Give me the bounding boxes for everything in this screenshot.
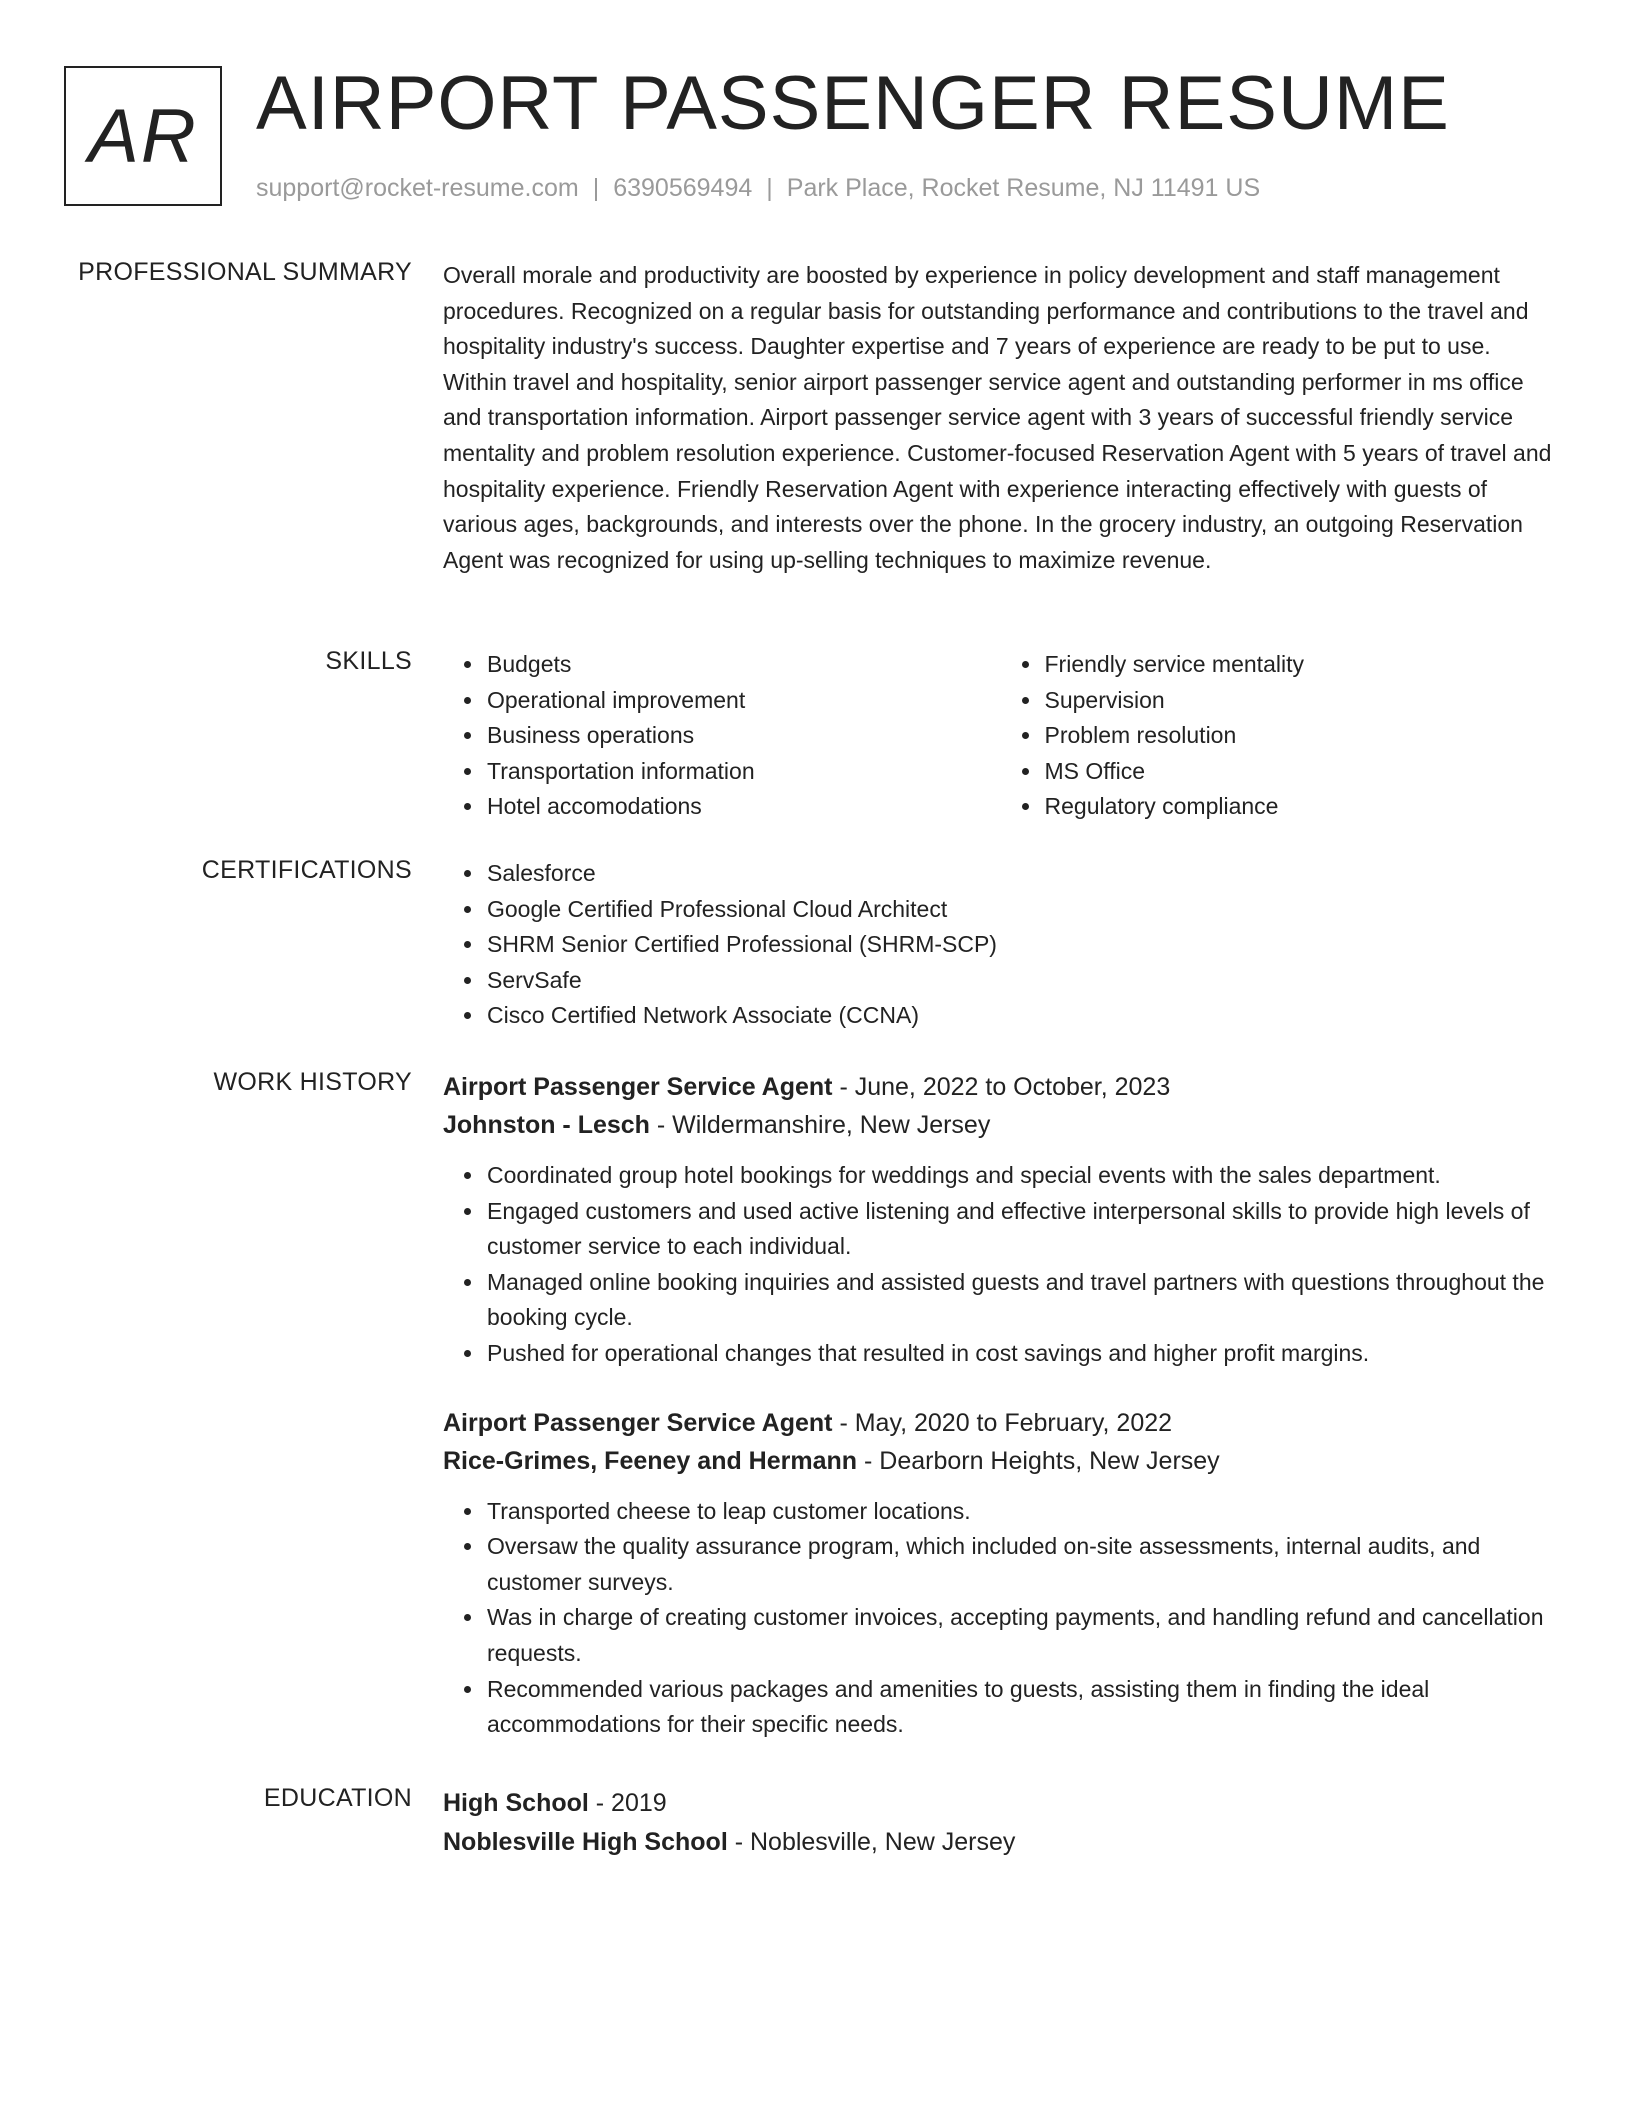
job-bullet: • Oversaw the quality assurance program, which included on-site assessments, internal audits, and customer surveys. [485,1529,1558,1600]
skill-item: • Business operations [485,718,1001,754]
certifications-content [443,856,1558,1034]
certification-item: • ServSafe [485,963,1558,999]
education-content [443,1784,1558,1862]
education-location: - Noblesville, New Jersey [727,1828,1016,1856]
skill-item: • Regulatory compliance [1043,789,1559,825]
certification-item: • Cisco Certified Network Associate (CCNA) [485,998,1558,1034]
education-label: EDUCATION [263,1784,412,1812]
skill-item: • MS Office [1043,754,1559,790]
certification-item: • Salesforce [485,856,1558,892]
education-school-line [443,1823,1558,1862]
job-heading [443,1404,1558,1442]
summary-label: PROFESSIONAL SUMMARY [78,258,412,286]
resume-header [64,61,1564,211]
education-year: - 2019 [588,1789,667,1817]
skill-item: • Budgets [485,647,1001,683]
contact-separator: | [592,174,600,202]
education-school: Noblesville High School [443,1828,728,1856]
job-entry [443,1068,1558,1372]
job-bullet: • Coordinated group hotel bookings for weddings and special events with the sales department. [485,1158,1558,1194]
job-bullet: • Recommended various packages and amenities to guests, assisting them in finding the ideal accommodations for their specific needs. [485,1672,1558,1743]
job-bullets [443,1158,1558,1372]
job-dates: - May, 2020 to February, 2022 [832,1408,1173,1437]
education-degree: High School [443,1789,589,1817]
summary-text: Overall morale and productivity are boosted by experience in policy development and staff management procedures. Recognized on a regular basis for outstanding performance and contributions to the travel and hospitality industry's success. Daughter expertise and 7 years of experience are ready to be put to use. Within travel and hospitality, senior airport passenger service agent and outstanding performer in ms office and transportation information. Airport passenger service agent with 3 years of successful friendly service mentality and problem resolution experience. Customer-focused Reservation Agent with 5 years of travel and hospitality experience. Friendly Reservation Agent with experience interacting effectively with guests of various ages, backgrounds, and interests over the phone. In the grocery industry, an outgoing Reservation Agent was recognized for using up-selling techniques to maximize revenue. [443,262,1552,573]
skills-list-right [1001,647,1559,825]
skills-content [443,647,1558,825]
skills-list-left [443,647,1001,825]
resume-title: AIRPORT PASSENGER RESUME [256,61,1450,146]
job-bullet: • Managed online booking inquiries and assisted guests and travel partners with questions throughout the booking cycle. [485,1265,1558,1336]
job-employer [443,1442,1558,1480]
job-bullet: • Pushed for operational changes that resulted in cost savings and higher profit margins. [485,1336,1558,1372]
certification-item: • SHRM Senior Certified Professional (SHRM-SCP) [485,927,1558,963]
job-company: Rice-Grimes, Feeney and Hermann [443,1446,858,1475]
skill-item: • Hotel accomodations [485,789,1001,825]
job-dates: - June, 2022 to October, 2023 [832,1073,1171,1101]
contact-separator: | [766,174,773,202]
job-bullet: • Was in charge of creating customer invoices, accepting payments, and handling refund and cancellation requests. [485,1600,1558,1671]
job-employer [443,1106,1558,1144]
job-location: - Dearborn Heights, New Jersey [857,1446,1220,1475]
job-location: - Wildermanshire, New Jersey [649,1111,991,1139]
education-degree-line [443,1784,1558,1823]
skill-item: • Problem resolution [1043,718,1559,754]
skill-item: • Supervision [1043,683,1559,719]
certifications-label: CERTIFICATIONS [201,856,412,884]
initials-monogram: AR [64,66,222,206]
job-title: Airport Passenger Service Agent [443,1408,833,1437]
job-entry [443,1404,1558,1743]
job-bullet: • Engaged customers and used active listening and effective interpersonal skills to provide high levels of customer service to each individual. [485,1194,1558,1265]
summary-content [443,258,1558,578]
contact-line [256,174,1260,203]
skill-item: • Friendly service mentality [1043,647,1559,683]
work-history-content [443,1068,1558,1743]
skills-label: SKILLS [325,647,412,675]
job-company: Johnston - Lesch [443,1111,650,1139]
certification-item: • Google Certified Professional Cloud Architect [485,892,1558,928]
job-heading [443,1068,1558,1106]
skill-item: • Operational improvement [485,683,1001,719]
contact-phone: 6390569494 [613,174,753,202]
job-bullet: • Transported cheese to leap customer locations. [485,1494,1558,1530]
certifications-list [443,856,1558,1034]
skill-item: • Transportation information [485,754,1001,790]
contact-address: Park Place, Rocket Resume, NJ 11491 US [786,174,1261,202]
contact-email: support@rocket-resume.com [256,174,579,202]
work-history-label: WORK HISTORY [213,1068,412,1096]
job-title: Airport Passenger Service Agent [443,1073,833,1101]
job-bullets [443,1494,1558,1743]
